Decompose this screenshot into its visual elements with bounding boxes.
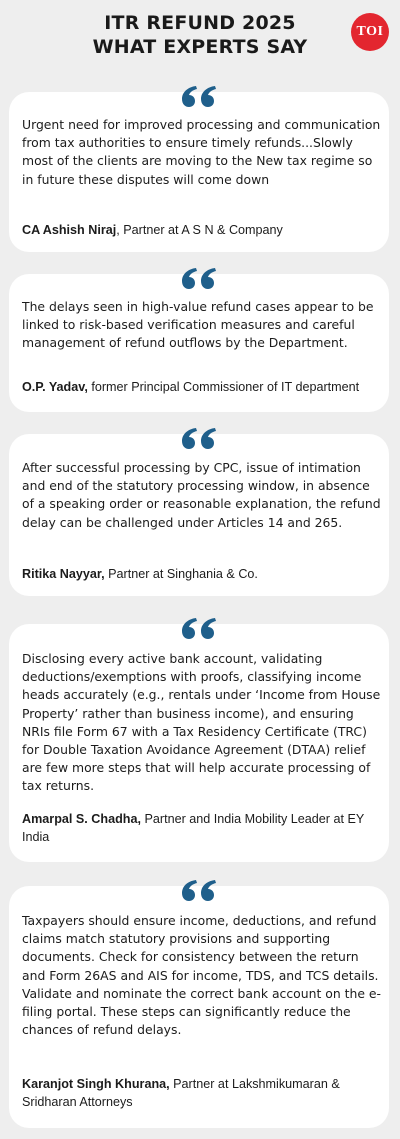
page-title-line-1: ITR REFUND 2025: [104, 12, 296, 34]
expert-byline: [22, 810, 381, 846]
double-quote-icon: [181, 266, 217, 296]
expert-quote: The delays seen in high-value refund cases appear to be linked to risk-based verification measures and careful management of refund outflows by the Department.: [22, 299, 374, 351]
double-quote-icon: [181, 616, 217, 646]
expert-card-2: [9, 274, 389, 412]
toi-logo: TOI: [351, 13, 389, 51]
expert-role: former Principal Commissioner of IT department: [87, 380, 360, 394]
header: [0, 0, 400, 78]
expert-name: Karanjot Singh Khurana,: [22, 1077, 170, 1091]
expert-byline: [22, 1075, 381, 1111]
expert-quote: Taxpayers should ensure income, deductions, and refund claims match statutory provisions and supporting documents. Check for consistency between the return and Form 26AS and AIS for income, TDS, and TCS details. Validate and nominate the correct bank account on the e-filing portal. These steps can significantly reduce the chances of refund delays.: [22, 913, 381, 1038]
expert-card-3: [9, 434, 389, 596]
expert-quote: After successful processing by CPC, issue of intimation and end of the statutory processing window, in absence of a speaking order or reasonable explanation, the refund delay can be challenged under Articles 14 and 265.: [22, 460, 381, 530]
expert-role: Partner and India Mobility Leader at EY India: [22, 812, 365, 844]
expert-quote: Urgent need for improved processing and communication from tax authorities to ensure timely refunds...Slowly most of the clients are moving to the New tax regime so in future these disputes will come down: [22, 117, 381, 187]
double-quote-icon: [181, 84, 217, 114]
expert-name: Amarpal S. Chadha,: [22, 812, 141, 826]
expert-role: Partner at Lakshmikumaran & Sridharan Attorneys: [22, 1077, 340, 1109]
double-quote-icon: [181, 426, 217, 456]
expert-byline: [22, 378, 381, 396]
double-quote-icon: [181, 878, 217, 908]
expert-card-4: [9, 624, 389, 862]
expert-role: , Partner at A S N & Company: [116, 223, 283, 237]
expert-name: CA Ashish Niraj: [22, 223, 117, 237]
expert-card-5: [9, 886, 389, 1128]
expert-name: Ritika Nayyar,: [22, 567, 105, 581]
page-title-line-2: WHAT EXPERTS SAY: [92, 36, 308, 58]
expert-name: O.P. Yadav,: [22, 380, 88, 394]
expert-byline: [22, 565, 381, 583]
expert-role: Partner at Singhania & Co.: [104, 567, 258, 581]
expert-card-1: [9, 92, 389, 252]
expert-quote: Disclosing every active bank account, validating deductions/exemptions with proofs, classifying income heads accurately (e.g., rentals under ‘Income from House Property’ rather than business income), and ensuring NRIs file Form 67 with a Tax Residency Certificate (TRC) for Double Taxation Avoidance Agreement (DTAA) relief are few more steps that will help accurate processing of tax returns.: [22, 651, 381, 794]
expert-byline: [22, 221, 381, 239]
